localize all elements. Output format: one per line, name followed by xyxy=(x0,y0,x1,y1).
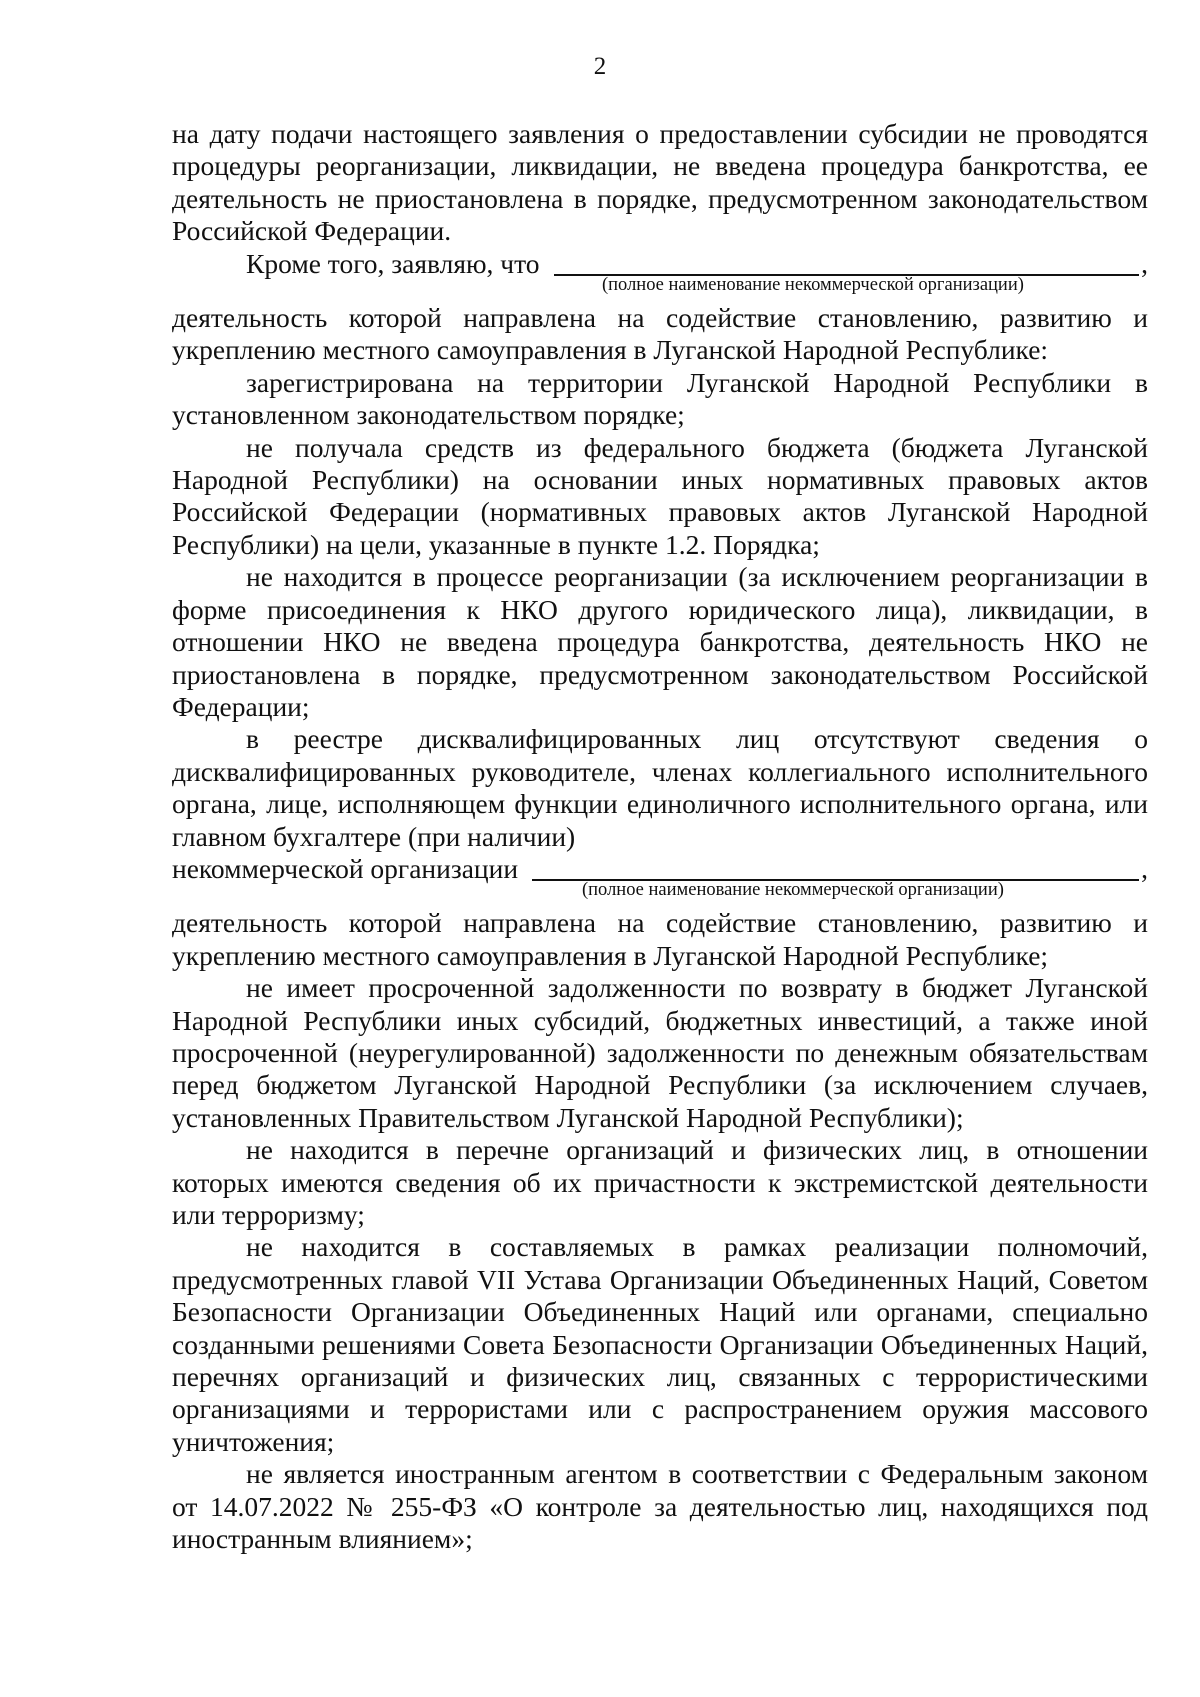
document-body xyxy=(172,118,1148,1555)
paragraph-no-federal-funds: не получала средств из федерального бюджета (бюджета Луганской Народной Республики) на основании иных нормативных правовых актов Российской Федерации (нормативных правовых актов Луганской Народной Республики) на цели, указанные в пункте 1.2. Порядка; xyxy=(172,431,1148,560)
paragraph-no-un-lists: не находится в составляемых в рамках реализации полномочий, предусмотренных главой VII Устава Организации Объединенных Наций, Советом Безопасности Организации Объединенных Наций или органами, специально созданными решениями Совета Безопасности Организации Объединенных Наций, перечнях организаций и физических лиц, связанных с террористическими организациями и террористами или с распространением оружия массового уничтожения; xyxy=(172,1231,1148,1457)
paragraph-disqualified-registry: в реестре дисквалифицированных лиц отсутствуют сведения о дисквалифицированных руководителе, членах коллегиального исполнительного органа, лице, исполняющем функции единоличного исполнительного органа, или главном бухгалтере (при наличии) xyxy=(172,723,1148,852)
paragraph-registered: зарегистрирована на территории Луганской Народной Республики в установленном законодательством порядке; xyxy=(172,366,1148,431)
paragraph-not-foreign-agent: не является иностранным агентом в соответствии с Федеральным законом от 14.07.2022 № 255-ФЗ «О контроле за деятельностью лиц, находящихся под иностранным влиянием»; xyxy=(172,1458,1148,1555)
paragraph-no-debt: не имеет просроченной задолженности по возврату в бюджет Луганской Народной Республики иных субсидий, бюджетных инвестиций, а также иной просроченной (неурегулированной) задолженности по денежным обязательствам перед бюджетом Луганской Народной Республики (за исключением случаев, установленных Правительством Луганской Народной Республики); xyxy=(172,972,1148,1133)
paragraph-status: на дату подачи настоящего заявления о предоставлении субсидии не проводятся процедуры реорганизации, ликвидации, не введена процедура банкротства, ее деятельность не приостановлена в порядке, предусмотренном законодательством Российской Федерации. xyxy=(172,118,1148,247)
caption-row-1 xyxy=(172,275,1148,302)
paragraph-no-reorganization: не находится в процессе реорганизации (за исключением реорганизации в форме присоединения к НКО другого юридического лица), ликвидации, в отношении НКО не введена процедура банкротства, деятельность НКО не приостановлена в порядке, предусмотренном законодательством Российской Федерации; xyxy=(172,561,1148,722)
organization-lead-2: некоммерческой организации xyxy=(172,852,519,884)
declaration-comma: , xyxy=(1141,247,1148,279)
paragraph-activity-2: деятельность которой направлена на содействие становлению, развитию и укреплению местного самоуправления в Луганской Народной Республике; xyxy=(172,907,1148,971)
field-caption-2: (полное наименование некоммерческой организации) xyxy=(582,880,1004,901)
page-number: 2 xyxy=(593,53,607,80)
paragraph-no-extremism: не находится в перечне организаций и физических лиц, в отношении которых имеются сведения об их причастности к экстремистской деятельности или терроризму; xyxy=(172,1134,1148,1230)
organization-name-field-1[interactable] xyxy=(554,248,1140,276)
declaration-lead: Кроме того, заявляю, что xyxy=(246,247,540,279)
paragraph-activity-1: деятельность которой направлена на содействие становлению, развитию и укреплению местного самоуправления в Луганской Народной Республике: xyxy=(172,302,1148,366)
caption-row-2 xyxy=(172,880,1148,907)
field-caption-1: (полное наименование некоммерческой организации) xyxy=(602,275,1024,296)
organization-name-field-2[interactable] xyxy=(532,853,1139,881)
organization-comma-2: , xyxy=(1141,852,1148,884)
